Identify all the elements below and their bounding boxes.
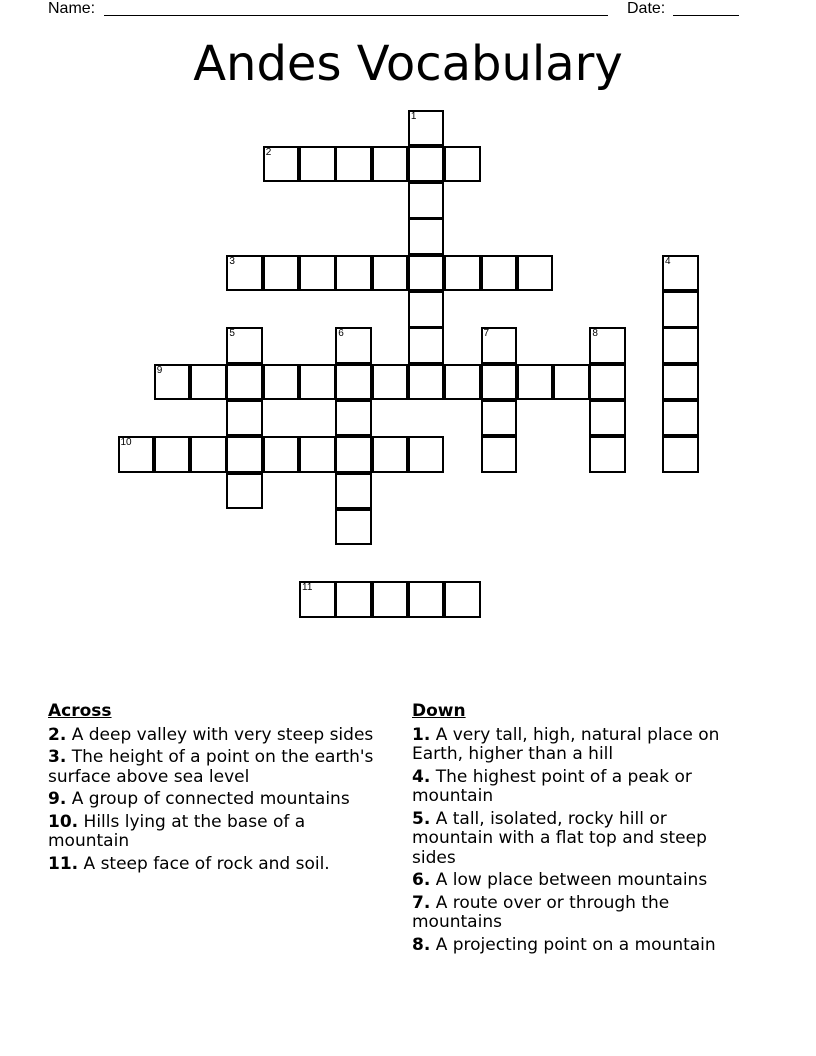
date-label: Date:: [627, 0, 666, 17]
crossword-cell[interactable]: [662, 400, 699, 437]
crossword-cell[interactable]: [444, 146, 481, 183]
crossword-cell[interactable]: [372, 146, 409, 183]
crossword-cell[interactable]: [299, 255, 336, 292]
clue-number-label: 7.: [412, 892, 431, 913]
clue-number: 8: [592, 328, 598, 340]
crossword-cell[interactable]: [589, 436, 626, 473]
crossword-cell[interactable]: [263, 364, 300, 401]
crossword-cell[interactable]: [154, 364, 191, 401]
crossword-cell[interactable]: [408, 255, 445, 292]
clue-number-label: 8.: [412, 934, 431, 955]
crossword-cell[interactable]: [299, 436, 336, 473]
crossword-cell[interactable]: [408, 581, 445, 618]
clue-number: 2: [265, 146, 272, 158]
clue-number-label: 9.: [48, 789, 67, 809]
crossword-cell[interactable]: [662, 364, 699, 401]
crossword-cell[interactable]: [444, 364, 481, 401]
across-clues: [48, 702, 378, 877]
clue-number: 1: [410, 110, 417, 122]
crossword-cell[interactable]: [226, 473, 263, 510]
name-label: Name:: [48, 0, 96, 17]
crossword-cell[interactable]: [408, 146, 445, 183]
crossword-cell[interactable]: [263, 255, 300, 292]
page-title: Andes Vocabulary: [193, 36, 623, 92]
clue-text: A projecting point on a mountain: [435, 934, 716, 955]
crossword-cell[interactable]: [589, 327, 626, 364]
down-clue: [412, 871, 742, 891]
clue-number-label: 11.: [48, 853, 79, 874]
crossword-cell[interactable]: [226, 255, 263, 292]
crossword-cell[interactable]: [335, 400, 372, 437]
crossword-cell[interactable]: [589, 364, 626, 401]
crossword-cell[interactable]: [662, 291, 699, 328]
clue-number-label: 6.: [412, 870, 431, 890]
crossword-cell[interactable]: [226, 327, 263, 364]
clue-number-label: 3.: [48, 747, 67, 767]
across-clue: [48, 813, 378, 852]
crossword-cell[interactable]: [154, 436, 191, 473]
down-heading: Down: [412, 701, 466, 721]
across-clue: [48, 855, 378, 875]
down-clue: [412, 768, 742, 807]
crossword-cell[interactable]: [662, 436, 699, 473]
crossword-cell[interactable]: [481, 400, 518, 437]
down-clue: [412, 810, 742, 869]
clue-number: 3: [229, 255, 235, 267]
clue-number: 4: [665, 255, 671, 267]
crossword-cell[interactable]: [299, 364, 336, 401]
crossword-cell[interactable]: [372, 255, 409, 292]
crossword-cell[interactable]: [226, 436, 263, 473]
crossword-cell[interactable]: [372, 364, 409, 401]
crossword-cell[interactable]: [481, 436, 518, 473]
crossword-cell[interactable]: [372, 581, 409, 618]
across-clue: [48, 790, 378, 810]
crossword-cell[interactable]: [372, 436, 409, 473]
crossword-cell[interactable]: [299, 581, 336, 618]
crossword-cell[interactable]: [299, 146, 336, 183]
clue-number-label: 1.: [412, 724, 431, 745]
crossword-cell[interactable]: [481, 364, 518, 401]
clue-text: A very tall, high, natural place on Earth, higher than a hill: [412, 724, 720, 764]
crossword-cell[interactable]: [481, 255, 518, 292]
clue-number: 9: [156, 364, 163, 376]
clue-text: The height of a point on the earth's surface above sea level: [48, 747, 374, 787]
crossword-cell[interactable]: [335, 436, 372, 473]
clue-number: 5: [229, 328, 235, 340]
crossword-cell[interactable]: [226, 400, 263, 437]
down-clues: [412, 702, 742, 958]
crossword-cell[interactable]: [190, 364, 227, 401]
crossword-cell[interactable]: [553, 364, 590, 401]
crossword-cell[interactable]: [335, 364, 372, 401]
crossword-cell[interactable]: [408, 436, 445, 473]
crossword-cell[interactable]: [335, 581, 372, 618]
clue-text: A route over or through the mountains: [412, 892, 670, 932]
crossword-cell[interactable]: [335, 146, 372, 183]
clue-number-label: 4.: [412, 766, 431, 787]
down-clue: [412, 726, 742, 765]
clue-number-label: 10.: [48, 811, 79, 832]
crossword-cell[interactable]: [408, 218, 445, 255]
crossword-cell[interactable]: [444, 255, 481, 292]
crossword-cell[interactable]: [481, 327, 518, 364]
crossword-cell[interactable]: [589, 400, 626, 437]
clue-text: A steep face of rock and soil.: [83, 853, 330, 874]
crossword-cell[interactable]: [190, 436, 227, 473]
across-heading: Across: [48, 701, 112, 721]
crossword-cell[interactable]: [517, 364, 554, 401]
clue-text: The highest point of a peak or mountain: [412, 766, 692, 806]
crossword-cell[interactable]: [335, 473, 372, 510]
clue-number-label: 2.: [48, 724, 67, 745]
crossword-cell[interactable]: [408, 327, 445, 364]
crossword-cell[interactable]: [662, 327, 699, 364]
crossword-cell[interactable]: [263, 436, 300, 473]
clue-text: A low place between mountains: [435, 870, 708, 890]
clue-number: 6: [338, 328, 344, 340]
crossword-cell[interactable]: [517, 255, 554, 292]
crossword-cell[interactable]: [662, 255, 699, 292]
crossword-cell[interactable]: [408, 182, 445, 219]
clue-text: Hills lying at the base of a mountain: [48, 811, 306, 851]
clue-text: A deep valley with very steep sides: [71, 724, 374, 745]
crossword-cell[interactable]: [118, 436, 155, 473]
across-clue: [48, 748, 378, 787]
crossword-cell[interactable]: [444, 581, 481, 618]
crossword-cell[interactable]: [226, 364, 263, 401]
crossword-cell[interactable]: [408, 364, 445, 401]
down-clue: [412, 894, 742, 933]
crossword-cell[interactable]: [335, 509, 372, 546]
clue-text: A tall, isolated, rocky hill or mountain with a flat top and steep sides: [412, 808, 707, 868]
clue-number: 7: [483, 328, 490, 340]
crossword-cell[interactable]: [335, 255, 372, 292]
across-clue: [48, 726, 378, 746]
crossword-cell[interactable]: [408, 110, 445, 147]
clue-number-label: 5.: [412, 808, 431, 829]
crossword-cell[interactable]: [335, 327, 372, 364]
crossword-cell[interactable]: [408, 291, 445, 328]
clue-text: A group of connected mountains: [71, 789, 350, 809]
clue-number: 11: [302, 582, 313, 594]
crossword-cell[interactable]: [263, 146, 300, 183]
down-clue: [412, 936, 742, 956]
clue-number: 10: [120, 437, 132, 449]
